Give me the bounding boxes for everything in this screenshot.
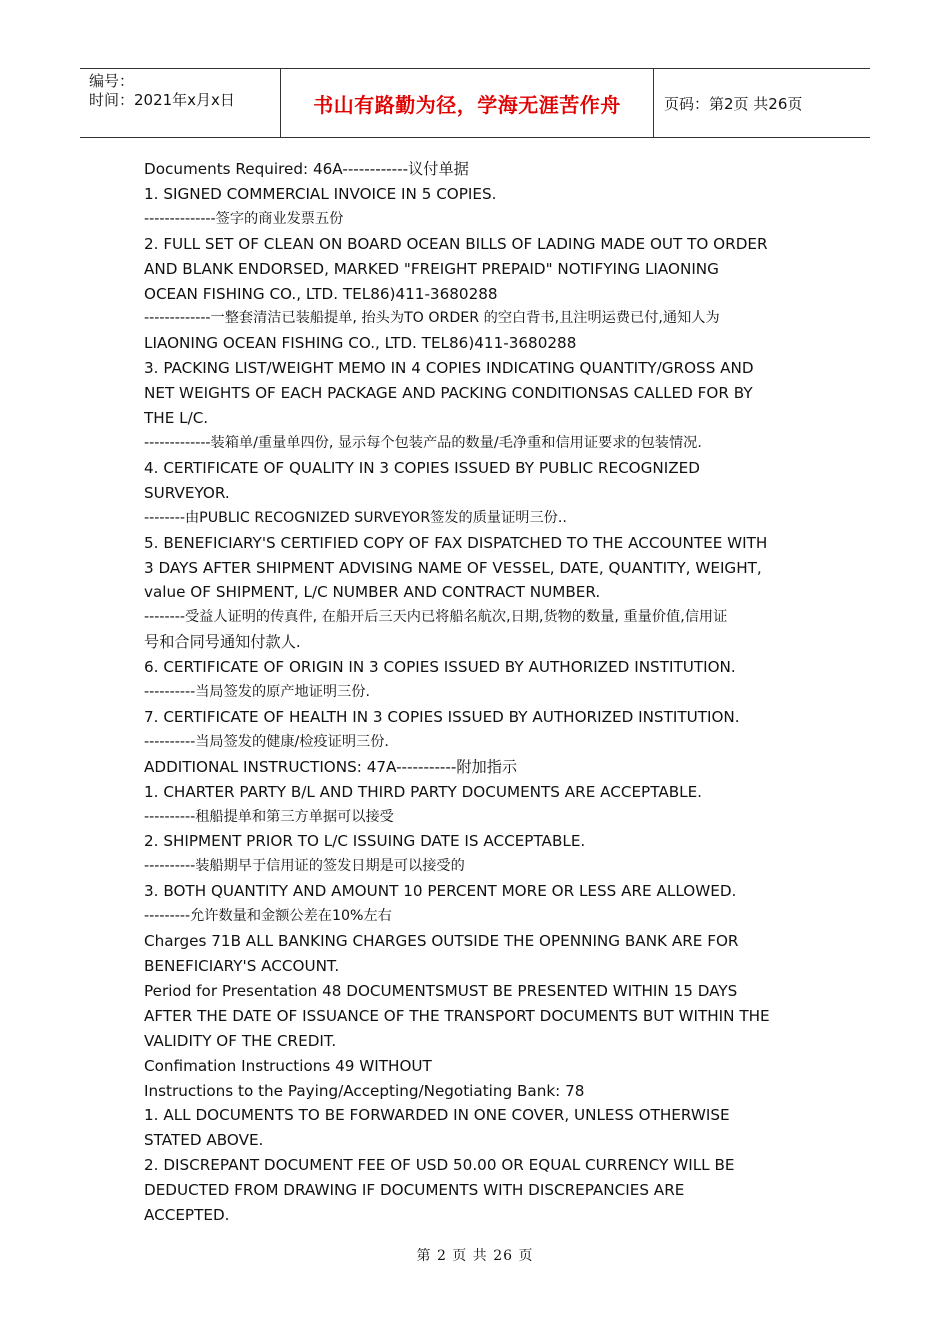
document-body <box>144 157 824 1228</box>
document-line: ----------装船期早于信用证的签发日期是可以接受的 <box>144 858 465 875</box>
document-line: SURVEYOR. <box>144 483 230 502</box>
document-line: Instructions to the Paying/Accepting/Negotiating Bank: 78 <box>144 1081 585 1100</box>
document-line: 6. CERTIFICATE OF ORIGIN IN 3 COPIES ISSUED BY AUTHORIZED INSTITUTION. <box>144 658 736 677</box>
document-line: 4. CERTIFICATE OF QUALITY IN 3 COPIES ISSUED BY PUBLIC RECOGNIZED <box>144 458 700 477</box>
document-line: Period for Presentation 48 DOCUMENTSMUST BE PRESENTED WITHIN 15 DAYS <box>144 981 738 1000</box>
document-code-label: 编号： <box>89 72 135 90</box>
document-time-label: 时间：2021年x月x日 <box>89 91 235 109</box>
document-line: DEDUCTED FROM DRAWING IF DOCUMENTS WITH DISCREPANCIES ARE <box>144 1181 685 1200</box>
document-line: STATED ABOVE. <box>144 1131 264 1150</box>
document-line: THE L/C. <box>144 409 209 428</box>
document-line: 5. BENEFICIARY'S CERTIFIED COPY OF FAX DISPATCHED TO THE ACCOUNTEE WITH <box>144 533 768 552</box>
document-line: Charges 71B ALL BANKING CHARGES OUTSIDE THE OPENNING BANK ARE FOR <box>144 932 739 951</box>
document-line: ACCEPTED. <box>144 1206 230 1225</box>
document-line: 3 DAYS AFTER SHIPMENT ADVISING NAME OF VESSEL, DATE, QUANTITY, WEIGHT, <box>144 558 762 577</box>
document-line: ADDITIONAL INSTRUCTIONS: 47A-----------附加指示 <box>144 757 518 776</box>
document-line: 7. CERTIFICATE OF HEALTH IN 3 COPIES ISSUED BY AUTHORIZED INSTITUTION. <box>144 707 740 726</box>
header-page-code: 页码：第2页 共26页 <box>664 94 803 113</box>
document-line: --------受益人证明的传真件, 在船开后三天内已将船名航次,日期,货物的数量, 重量价值,信用证 <box>144 609 728 626</box>
document-line: LIAONING OCEAN FISHING CO., LTD. TEL86)411-3680288 <box>144 334 577 353</box>
document-line: 号和合同号通知付款人. <box>144 633 301 652</box>
page-footer: 第 2 页 共 26 页 <box>416 1248 534 1264</box>
header-motto: 书山有路勤为径，学海无涯苦作舟 <box>313 92 621 117</box>
document-line: --------------签字的商业发票五份 <box>144 210 344 227</box>
document-line: 2. DISCREPANT DOCUMENT FEE OF USD 50.00 OR EQUAL CURRENCY WILL BE <box>144 1156 735 1175</box>
document-line: -------------装箱单/重量单四份, 显示每个包装产品的数量/毛净重和信用证要求的包装情况. <box>144 434 702 451</box>
document-line: 3. BOTH QUANTITY AND AMOUNT 10 PERCENT MORE OR LESS ARE ALLOWED. <box>144 882 737 901</box>
document-line: OCEAN FISHING CO., LTD. TEL86)411-3680288 <box>144 284 498 303</box>
document-line: value OF SHIPMENT, L/C NUMBER AND CONTRACT NUMBER. <box>144 583 601 602</box>
document-line: ---------允许数量和金额公差在10%左右 <box>144 908 392 925</box>
document-line: AFTER THE DATE OF ISSUANCE OF THE TRANSPORT DOCUMENTS BUT WITHIN THE <box>144 1006 770 1025</box>
document-line: NET WEIGHTS OF EACH PACKAGE AND PACKING CONDITIONSAS CALLED FOR BY <box>144 384 753 403</box>
document-line: Confimation Instructions 49 WITHOUT <box>144 1056 432 1075</box>
document-line: 1. CHARTER PARTY B/L AND THIRD PARTY DOCUMENTS ARE ACCEPTABLE. <box>144 782 703 801</box>
document-line: Documents Required: 46A------------议付单据 <box>144 160 469 178</box>
document-line: -------------一整套清洁已装船提单, 抬头为TO ORDER 的空白背书,且注明运费已付,通知人为 <box>144 310 720 327</box>
document-line: 1. SIGNED COMMERCIAL INVOICE IN 5 COPIES. <box>144 184 497 203</box>
document-line: VALIDITY OF THE CREDIT. <box>144 1031 337 1050</box>
document-line: --------由PUBLIC RECOGNIZED SURVEYOR签发的质量证明三份.. <box>144 509 567 526</box>
header-meta-cell <box>80 69 281 137</box>
document-line: 1. ALL DOCUMENTS TO BE FORWARDED IN ONE COVER, UNLESS OTHERWISE <box>144 1106 730 1125</box>
header-page-cell <box>654 69 880 137</box>
document-line: ----------租船提单和第三方单据可以接受 <box>144 808 394 825</box>
document-line: ----------当局签发的原产地证明三份. <box>144 684 370 701</box>
page-header <box>80 68 870 138</box>
document-line: BENEFICIARY'S ACCOUNT. <box>144 957 340 975</box>
document-line: 3. PACKING LIST/WEIGHT MEMO IN 4 COPIES INDICATING QUANTITY/GROSS AND <box>144 359 754 378</box>
header-motto-cell <box>281 69 654 137</box>
document-line: ----------当局签发的健康/检疫证明三份. <box>144 733 389 750</box>
document-line: 2. FULL SET OF CLEAN ON BOARD OCEAN BILLS OF LADING MADE OUT TO ORDER <box>144 234 768 253</box>
document-line: 2. SHIPMENT PRIOR TO L/C ISSUING DATE IS ACCEPTABLE. <box>144 832 586 851</box>
document-line: AND BLANK ENDORSED, MARKED "FREIGHT PREPAID" NOTIFYING LIAONING <box>144 259 719 278</box>
